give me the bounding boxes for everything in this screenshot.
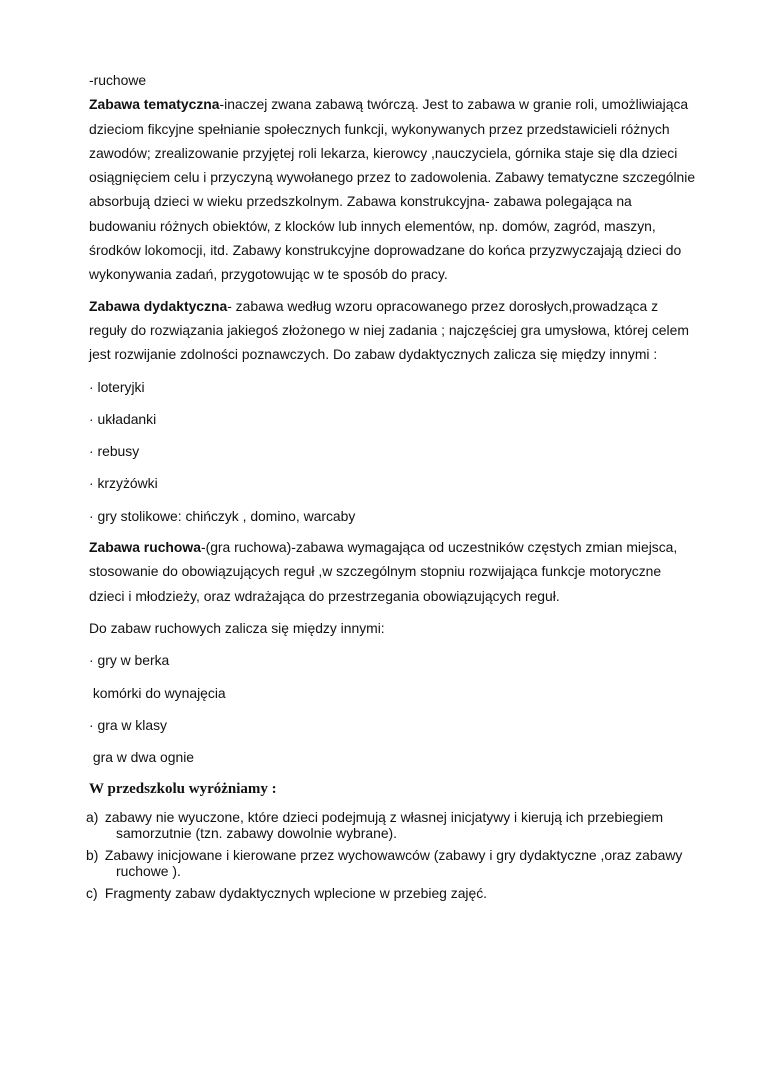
text-tematyczna: -inaczej zwana zabawą twórczą. Jest to zabawa w granie roli, umożliwiająca dzieciom fikcyjne spełnianie społecznych funkcji, wykonywanych przez przedstawicieli różnych zawodów; zrealizowanie przyjętej roli lekarza, kierowcy ,nauczyciela, górnika staje się dla dzieci osiągnięciem celu i przyczyną wywołanego przez to zadowolenia. Zabawy tematyczne szczególnie absorbują dzieci w wieku przedszkolnym. Zabawa konstrukcyjna- zabawa polegająca na budowaniu różnych obiektów, z klocków lub innych elementów, np. domów, zagród, maszyn, środków lokomocji, itd. Zabawy konstrukcyjne doprowadzane do końca przyzwyczajają dzieci do wykonywania zadań, przygotowując w te sposób do pracy. (89, 96, 696, 283)
intro-line: -ruchowe (89, 72, 147, 88)
list-text: Fragmenty zabaw dydaktycznych wplecione w przebieg zajęć. (101, 885, 488, 902)
list-item: · gry stolikowe: chińczyk , domino, warcaby (89, 507, 356, 524)
list-item: · gra w klasy (89, 716, 167, 733)
kinds-list (86, 809, 699, 902)
list-item: c) Fragmenty zabaw dydaktycznych wplecione w przebieg zajęć. (86, 885, 488, 902)
text-ruchowa: -(gra ruchowa)-zabawa wymagająca od uczestników częstych zmian miejsca, stosowanie do obowiązujących reguł ,w szczególnym stopniu rozwijająca funkcje motoryczne dzieci i młodzieży, oraz wdrażająca do przestrzegania obowiązujących reguł. (89, 539, 678, 604)
list-item: · rebusy (89, 443, 140, 460)
list-item: · układanki (89, 410, 157, 427)
term-tematyczna: Zabawa tematyczna (89, 96, 220, 113)
list-item: gra w dwa ognie (89, 749, 195, 766)
text-dydaktyczna: - zabawa według wzoru opracowanego przez dorosłych,prowadząca z reguły do rozwiązania jakiegoś złożonego w niej zadania ; najczęściej gra umysłowa, której celem jest rozwijanie zdolności poznawczych. Do zabaw dydaktycznych zalicza się między innymi : (89, 297, 689, 363)
list-item: a) zabawy nie wyuczone, które dzieci podejmują z własnej inicjatywy i kierują ich przebiegiem samorzutnie (tzn. zabawy dowolnie wybrane). (86, 809, 664, 842)
list-item: · loteryjki (89, 378, 145, 395)
paragraph-tematyczna (89, 92, 699, 286)
term-ruchowa: Zabawa ruchowa (89, 539, 201, 556)
list-item: · krzyżówki (89, 475, 158, 492)
list-text: zabawy nie wyuczone, które dzieci podejmują z własnej inicjatywy i kierują ich przebiegiem samorzutnie (tzn. zabawy dowolnie wybrane). (101, 809, 664, 842)
paragraph-dydaktyczna (89, 294, 699, 367)
term-dydaktyczna: Zabawa dydaktyczna (89, 297, 228, 314)
section-heading: W przedszkolu wyróżniamy : (89, 781, 277, 798)
list-item: b) Zabawy inicjowane i kierowane przez wychowawców (zabawy i gry dydaktyczne ,oraz zabawy ruchowe ). (86, 847, 683, 880)
list-item: · gry w berka (89, 652, 170, 669)
document-page (86, 68, 699, 907)
list-item: komórki do wynajęcia (89, 684, 226, 701)
list-text: Zabawy inicjowane i kierowane przez wychowawców (zabawy i gry dydaktyczne ,oraz zabawy ruchowe ). (101, 847, 683, 880)
paragraph-ruchowa (89, 535, 699, 608)
movement-intro: Do zabaw ruchowych zalicza się między innymi: (89, 619, 385, 636)
